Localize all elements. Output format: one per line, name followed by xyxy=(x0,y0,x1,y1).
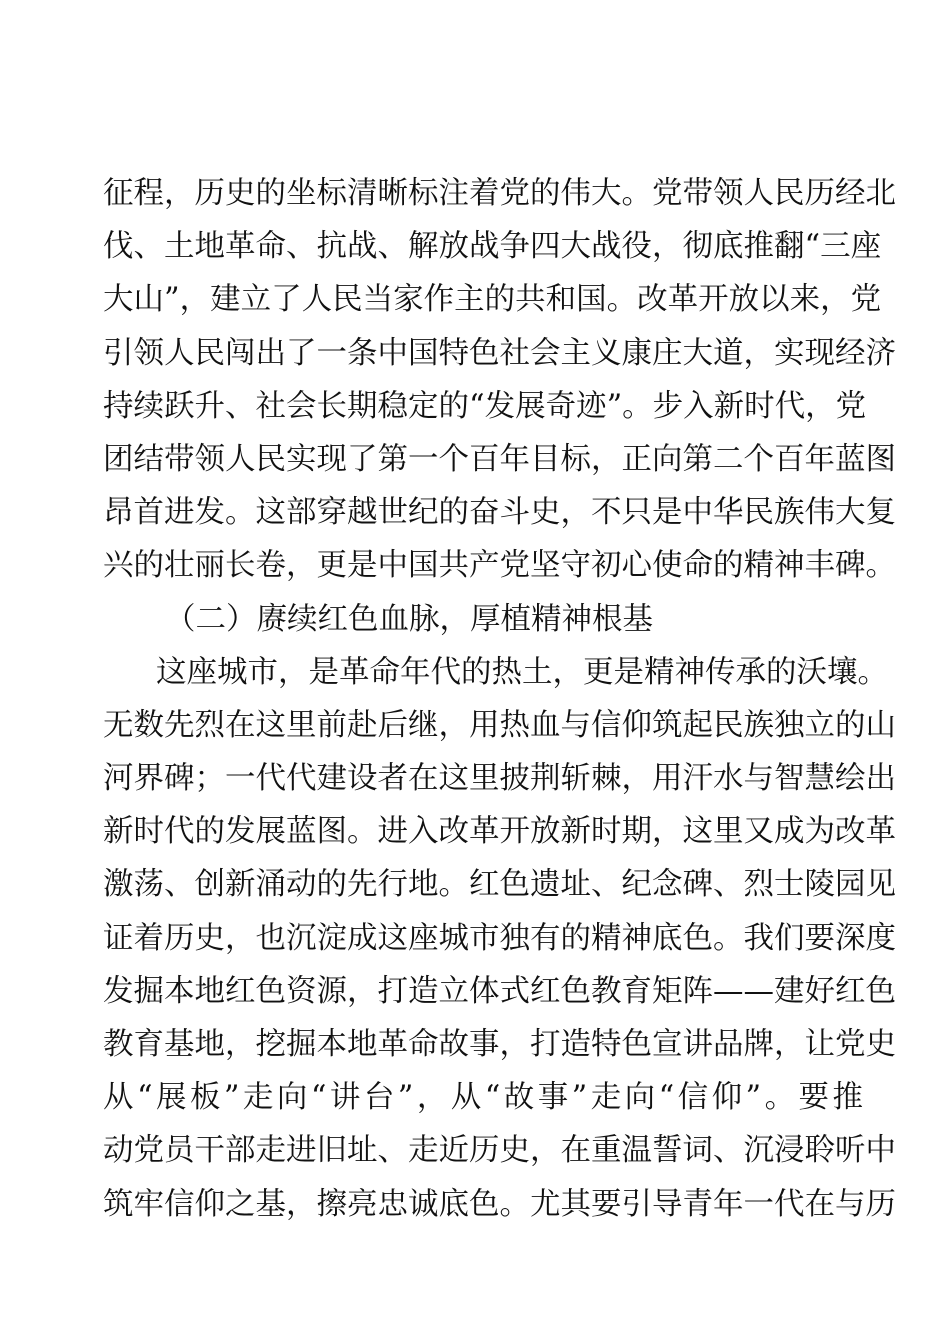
text-line: 持续跃升、社会长期稳定的“发展奇迹”。步入新时代，党 xyxy=(103,388,867,424)
text-line: 从“展板”走向“讲台”，从“故事”走向“信仰”。要推 xyxy=(103,1080,863,1116)
section-heading: （二）赓续红色血脉，厚植精神根基 xyxy=(165,601,653,637)
text-line: 伐、土地革命、抗战、解放战争四大战役，彻底推翻“三座 xyxy=(103,229,882,265)
body-text xyxy=(103,167,896,1231)
paragraph-first-line: 这座城市，是革命年代的热土，更是精神传承的沃壤。 xyxy=(156,654,888,690)
text-line: 征程，历史的坐标清晰标注着党的伟大。党带领人民历经北 xyxy=(103,176,896,211)
text-line: 引领人民闯出了一条中国特色社会主义康庄大道，实现经济 xyxy=(103,335,896,371)
text-line: 无数先烈在这里前赴后继，用热血与信仰筑起民族独立的山 xyxy=(103,707,896,743)
text-line: 团结带领人民实现了第一个百年目标，正向第二个百年蓝图 xyxy=(103,441,896,477)
text-line: 激荡、创新涌动的先行地。红色遗址、纪念碑、烈士陵园见 xyxy=(103,867,896,903)
text-line: 教育基地，挖掘本地革命故事，打造特色宣讲品牌，让党史 xyxy=(103,1027,896,1062)
text-line: 河界碑；一代代建设者在这里披荆斩棘，用汗水与智慧绘出 xyxy=(103,761,896,797)
text-line: 筑牢信仰之基，擦亮忠诚底色。尤其要引导青年一代在与历 xyxy=(103,1186,896,1222)
text-line: 兴的壮丽长卷，更是中国共产党坚守初心使命的精神丰碑。 xyxy=(103,548,896,584)
text-line: 新时代的发展蓝图。进入改革开放新时期，这里又成为改革 xyxy=(103,814,896,850)
text-line: 大山”，建立了人民当家作主的共和国。改革开放以来，党 xyxy=(103,282,882,318)
text-line: 昂首进发。这部穿越世纪的奋斗史，不只是中华民族伟大复 xyxy=(103,495,896,531)
text-line: 发掘本地红色资源，打造立体式红色教育矩阵——建好红色 xyxy=(103,973,896,1009)
text-line: 证着历史，也沉淀成这座城市独有的精神底色。我们要深度 xyxy=(103,920,896,956)
text-line: 动党员干部走进旧址、走近历史，在重温誓词、沉浸聆听中 xyxy=(103,1133,896,1169)
